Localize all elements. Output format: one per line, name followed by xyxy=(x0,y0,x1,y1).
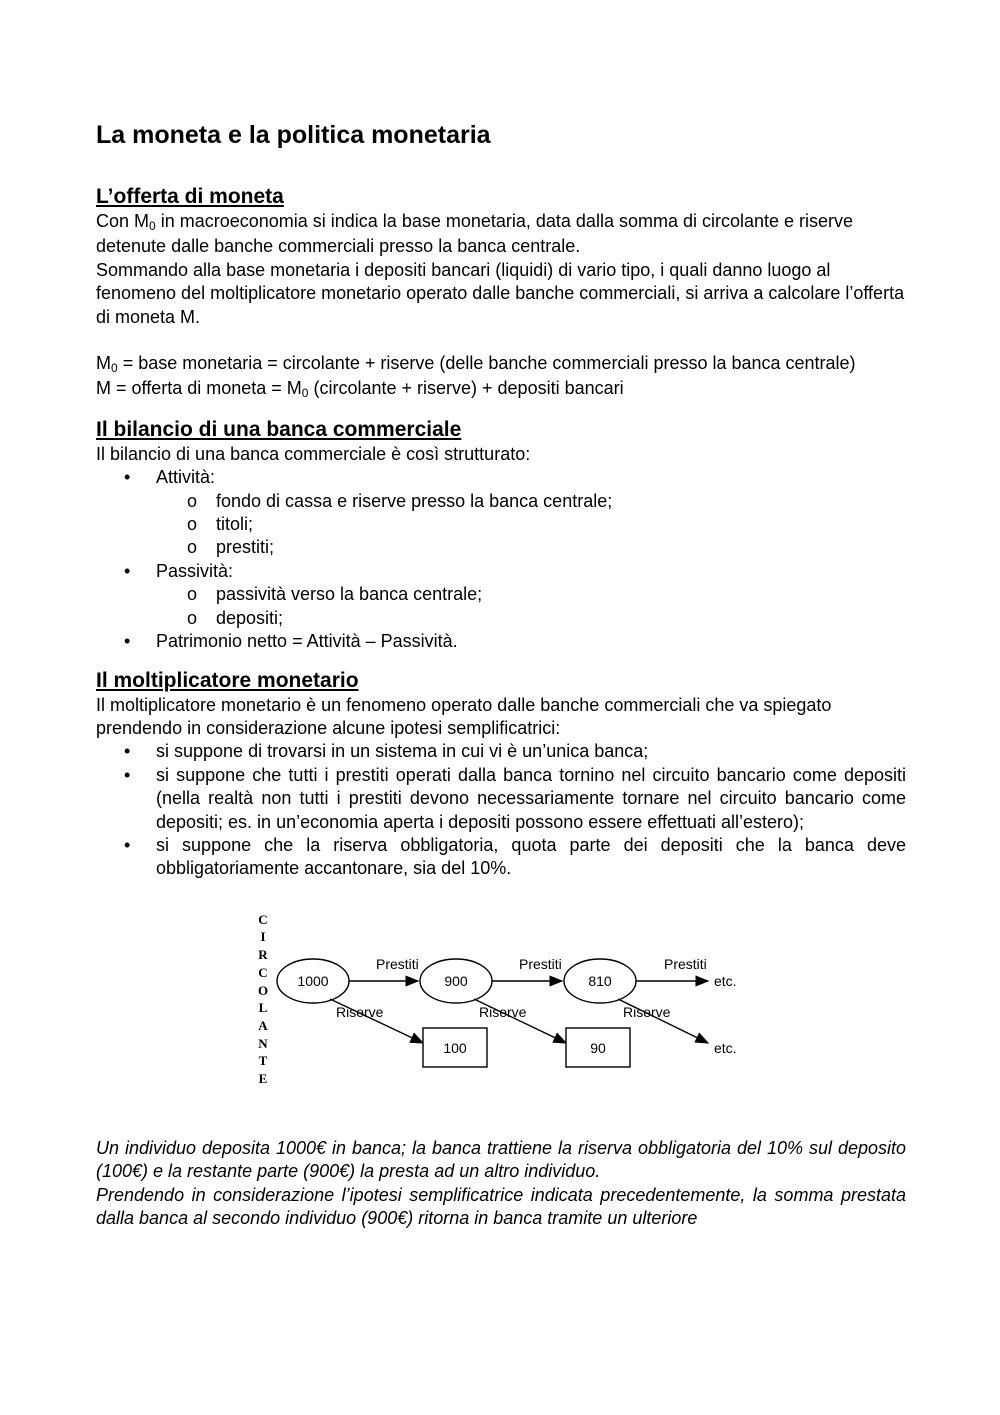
flow-diagram xyxy=(246,905,766,1105)
section-offerta-moneta xyxy=(96,184,906,403)
reserve-value: 90 xyxy=(590,1039,606,1056)
paragraph: Con $M_0$ in macroeconomia si indica la base monetaria, data dalla somma di circolante e riserve detenute dalle banche commerciali presso la banca centrale. xyxy=(96,211,854,257)
etc-label: etc. xyxy=(714,972,737,989)
bullet-list xyxy=(96,740,906,880)
list-item: • Patrimonio netto = Attività – Passività. xyxy=(124,631,458,652)
paragraph: Sommando alla base monetaria i depositi bancari (liquidi) di vario tipo, i quali danno luogo al fenomeno del moltiplicatore monetario operato dalle banche commerciali, si arriva a calcolare l’offerta di moneta M. xyxy=(96,259,905,327)
sub-list xyxy=(156,583,906,630)
loan-label: Prestiti xyxy=(664,955,707,972)
section-moltiplicatore xyxy=(96,668,906,881)
deposit-value: 1000 xyxy=(297,972,329,989)
etc-label: etc. xyxy=(714,1039,737,1056)
circolante-vertical-label: C I R C O L A N T E xyxy=(257,911,269,1087)
section-bilancio xyxy=(96,417,906,654)
section-heading: Il moltiplicatore monetario xyxy=(96,668,359,692)
paragraph: Il bilancio di una banca commerciale è così strutturato: xyxy=(96,443,531,464)
document-page xyxy=(96,118,906,1230)
list-item: o titoli; xyxy=(187,514,254,535)
loan-label: Prestiti xyxy=(376,955,419,972)
list-item: • si suppone di trovarsi in un sistema in cui vi è un’unica banca; xyxy=(124,741,649,762)
list-item: o prestiti; xyxy=(187,537,275,558)
formula-base-monetaria: $M_0$ = base monetaria = circolante + riserve (delle banche commerciali presso la banca centrale) xyxy=(96,353,856,376)
page-title: La moneta e la politica monetaria xyxy=(96,121,491,149)
list-item: • Passività: o passività verso la banca centrale; o depositi; xyxy=(96,560,906,630)
loan-label: Prestiti xyxy=(519,955,562,972)
list-item: o depositi; xyxy=(187,607,284,628)
formula-offerta-moneta: M = offerta di moneta = $M_0$ (circolante + riserve) + depositi bancari xyxy=(96,378,624,401)
reserve-label: Riserve xyxy=(623,1003,671,1020)
section-heading: Il bilancio di una banca commerciale xyxy=(96,417,462,441)
list-item: • Attività: o fondo di cassa e riserve presso la banca centrale; o titoli; o prestiti; xyxy=(96,466,906,560)
multiplier-diagram xyxy=(96,905,906,1105)
paragraph: Un individuo deposita 1000€ in banca; la banca trattiene la riserva obbligatoria del 10% sul deposito (100€) e la restante parte (900€) la presta ad un altro individuo. xyxy=(96,1137,906,1182)
deposit-value: 810 xyxy=(588,972,612,989)
list-item: o passività verso la banca centrale; xyxy=(187,584,483,605)
list-item: o fondo di cassa e riserve presso la banca centrale; xyxy=(187,490,613,511)
paragraph: Il moltiplicatore monetario è un fenomeno operato dalle banche commerciali che va spiegato prendendo in considerazione alcune ipotesi semplificatrici: xyxy=(96,694,832,738)
reserve-label: Riserve xyxy=(336,1003,384,1020)
list-item: • si suppone che tutti i prestiti operati dalla banca tornino nel circuito bancario come depositi (nella realtà non tutti i prestiti devono necessariamente tornare nel circuito bancario come depositi; es. in un’economia aperta i depositi possono essere effettuati all’estero); xyxy=(124,764,906,832)
sub-list xyxy=(156,490,906,560)
bullet-list xyxy=(96,466,906,653)
reserve-value: 100 xyxy=(443,1039,467,1056)
section-heading: L’offerta di moneta xyxy=(96,185,284,208)
reserve-label: Riserve xyxy=(479,1003,527,1020)
list-item: • si suppone che la riserva obbligatoria, quota parte dei depositi che la banca deve obbligatoriamente accantonare, sia del 10%. xyxy=(124,834,906,879)
paragraph: Prendendo in considerazione l’ipotesi semplificatrice indicata precedentemente, la somma prestata dalla banca al secondo individuo (900€) ritorna in banca tramite un ulteriore xyxy=(96,1184,906,1228)
deposit-value: 900 xyxy=(444,972,468,989)
